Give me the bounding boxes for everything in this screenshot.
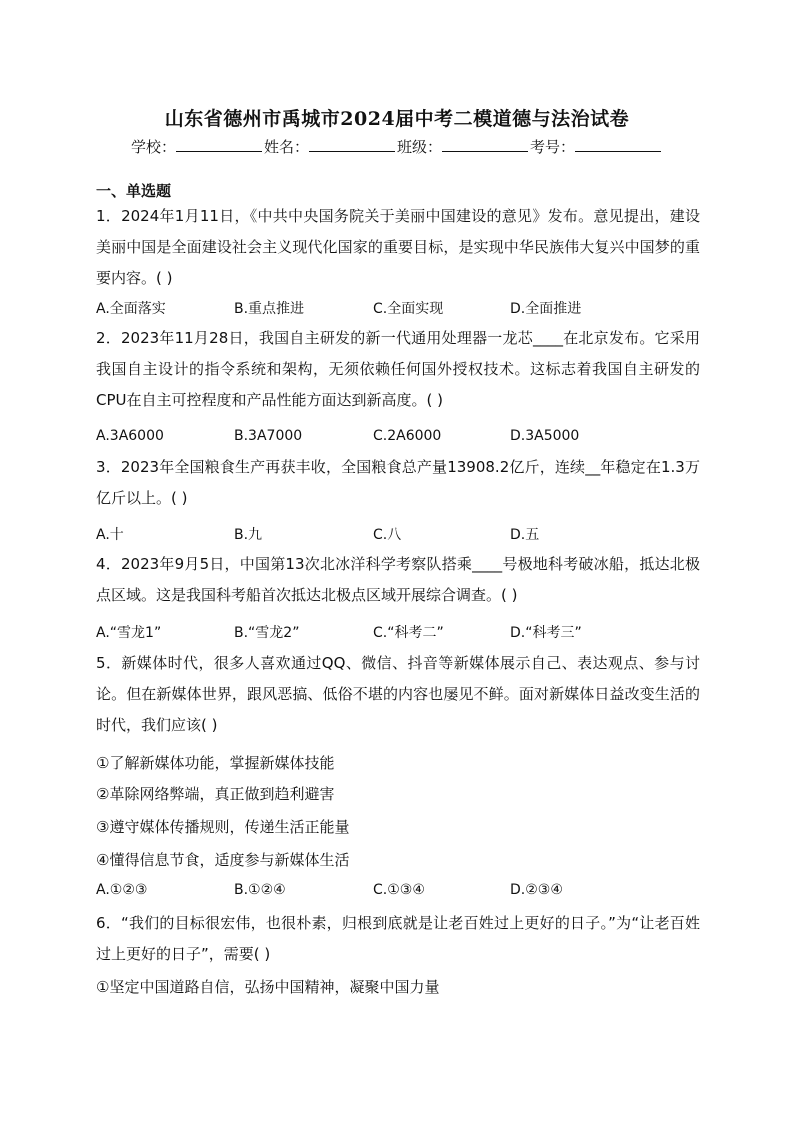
question-2-option-c: C.2A6000 — [373, 428, 442, 444]
name-blank — [309, 137, 395, 152]
question-4-options — [96, 622, 716, 644]
question-1-option-d: D.全面推进 — [510, 301, 582, 317]
question-5-option-a: A.①②③ — [96, 882, 148, 898]
school-blank — [176, 137, 262, 152]
question-4-option-b: B.“雪龙2” — [234, 625, 300, 641]
question-4-option-a: A.“雪龙1” — [96, 625, 162, 641]
question-5-statement-4: ④懂得信息节食，适度参与新媒体生活 — [96, 851, 350, 869]
question-5-option-c: C.①③④ — [373, 882, 425, 898]
question-3-option-d: D.五 — [510, 527, 540, 543]
question-2-option-a: A.3A6000 — [96, 428, 164, 444]
question-3-option-a: A.十 — [96, 527, 124, 543]
exam-title: 山东省德州市禹城市2024届中考二模道德与法治试卷 — [164, 108, 630, 130]
question-4-option-d: D.“科考三” — [510, 625, 582, 641]
class-blank — [442, 137, 528, 152]
question-5-option-b: B.①②④ — [234, 882, 286, 898]
question-6-statement-1: ①坚定中国道路自信，弘扬中国精神，凝聚中国力量 — [96, 978, 440, 996]
question-2-options — [96, 428, 716, 450]
question-1-options — [96, 298, 716, 320]
section-title: 一、单选题 — [96, 182, 172, 200]
school-label: 学校： — [130, 138, 176, 156]
class-label: 班级： — [397, 138, 443, 156]
question-3-text: 3．2023年全国粮食生产再获丰收，全国粮食总产量13908.2亿斤，连续__年稳定在1.3万亿斤以上。( ) — [96, 458, 700, 507]
question-5-statement-2: ②革除网络弊端，真正做到趋利避害 — [96, 785, 335, 803]
question-5-option-d: D.②③④ — [510, 882, 563, 898]
question-5-text: 5．新媒体时代，很多人喜欢通过QQ、微信、抖音等新媒体展示自己、表达观点、参与讨论。但在新媒体世界，跟风恶搞、低俗不堪的内容也屡见不鲜。面对新媒体日益改变生活的时代，我们应该( ) — [96, 654, 700, 734]
question-2-option-d: D.3A5000 — [510, 428, 580, 444]
question-2-text: 2．2023年11月28日，我国自主研发的新一代通用处理器一龙芯____在北京发布。它采用我国自主设计的指令系统和架构，无须依赖任何国外授权技术。这标志着我国自主研发的CPU在自主可控程度和产品性能方面达到新高度。( ) — [96, 329, 700, 409]
question-3-option-c: C.八 — [373, 527, 402, 543]
question-1-option-a: A.全面落实 — [96, 301, 166, 317]
question-4-text: 4．2023年9月5日，中国第13次北冰洋科学考察队搭乘____号极地科考破冰船，抵达北极点区域。这是我国科考船首次抵达北极点区域开展综合调查。( ) — [96, 555, 700, 604]
exam-number-blank — [575, 137, 661, 152]
question-5-statement-3: ③遵守媒体传播规则，传递生活正能量 — [96, 818, 350, 836]
question-3-options — [96, 524, 716, 546]
exam-number-label: 考号： — [530, 138, 576, 156]
question-5-statement-1: ①了解新媒体功能，掌握新媒体技能 — [96, 754, 335, 772]
question-1-option-b: B.重点推进 — [234, 301, 305, 317]
student-info-row — [0, 136, 794, 157]
name-label: 姓名： — [263, 138, 309, 156]
question-1-option-c: C.全面实现 — [373, 301, 444, 317]
question-6-text: 6．“我们的目标很宏伟，也很朴素，归根到底就是让老百姓过上更好的日子。”为“让老百姓过上更好的日子”，需要( ) — [96, 914, 700, 963]
question-5-options — [96, 882, 716, 904]
question-3-option-b: B.九 — [234, 527, 263, 543]
question-1-text: 1．2024年1月11日，《中共中央国务院关于美丽中国建设的意见》发布。意见提出，建设美丽中国是全面建设社会主义现代化国家的重要目标，是实现中华民族伟大复兴中国梦的重要内容。( ) — [96, 207, 700, 287]
question-4-option-c: C.“科考二” — [373, 625, 444, 641]
question-2-option-b: B.3A7000 — [234, 428, 303, 444]
